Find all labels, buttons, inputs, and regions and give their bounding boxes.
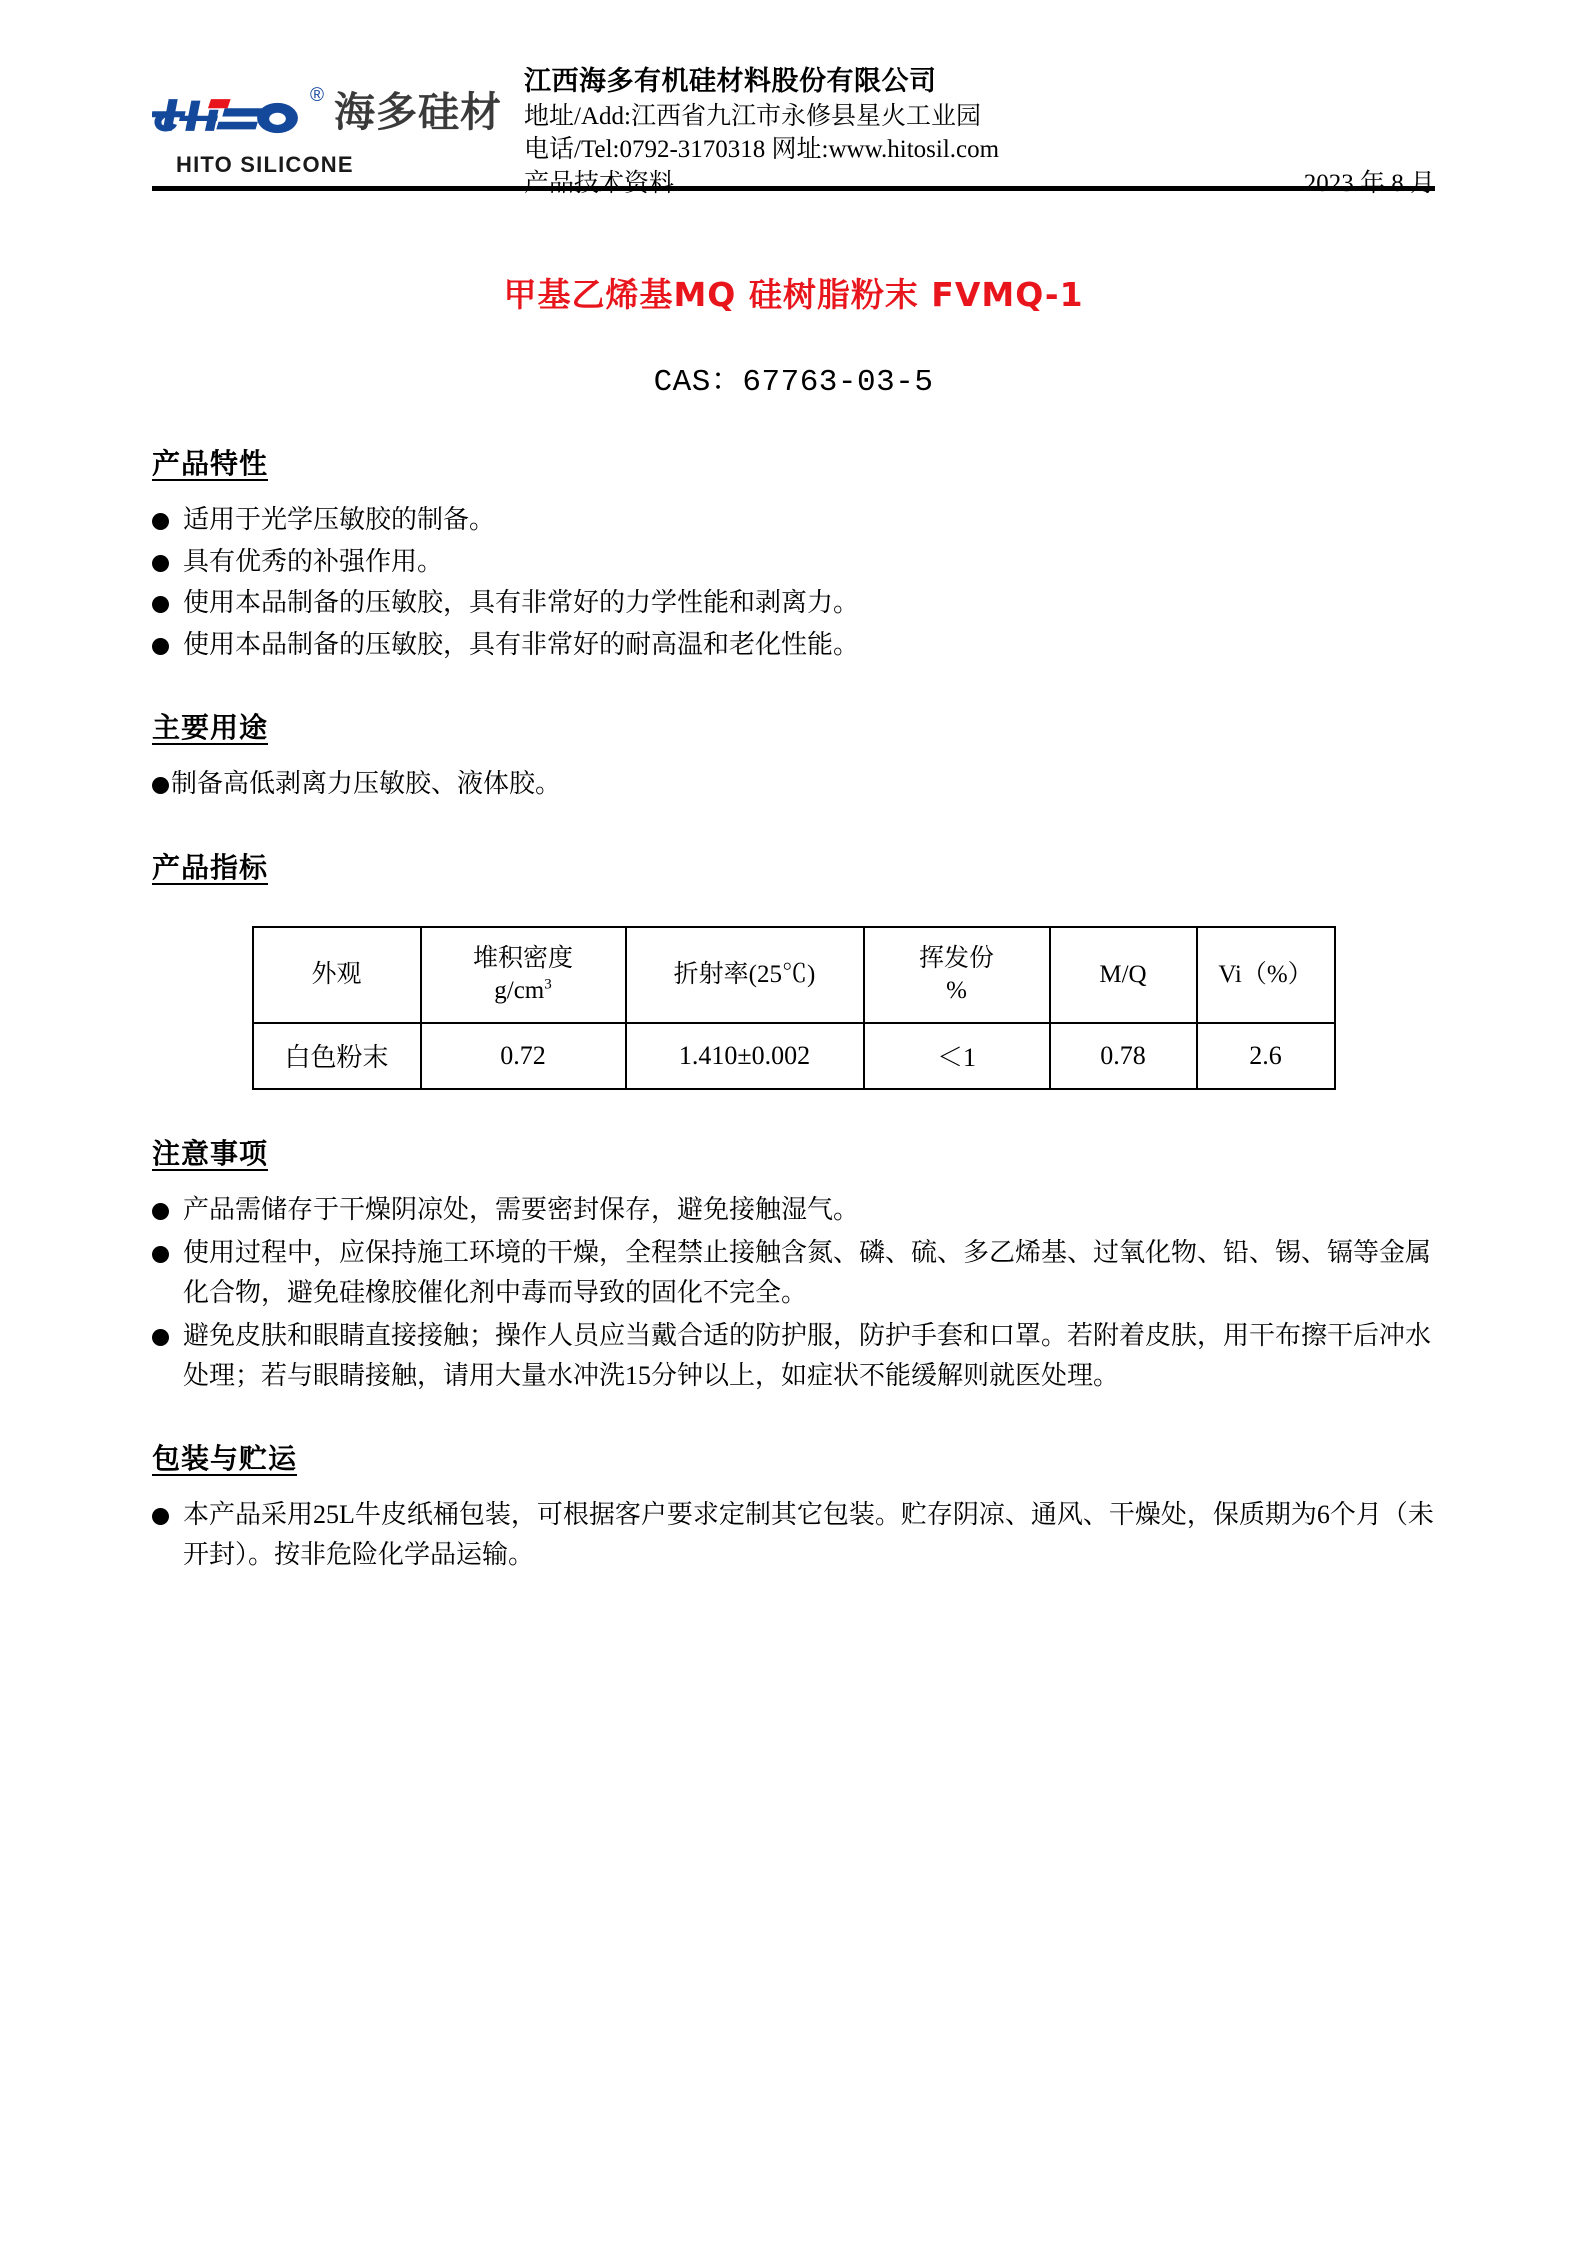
section-heading-precautions: 注意事项 xyxy=(152,1136,269,1170)
table-row xyxy=(253,1023,1335,1089)
doc-meta-row xyxy=(524,167,1435,201)
col-header-refractive-index xyxy=(626,927,864,1023)
bullet-icon xyxy=(152,555,169,572)
col-header-mq-ratio xyxy=(1050,927,1197,1023)
page-title: 甲基乙烯基MQ 硅树脂粉末 FVMQ-1 xyxy=(503,275,1084,314)
cell-appearance: 白色粉末 xyxy=(253,1023,421,1089)
col-header-volatiles xyxy=(864,927,1050,1023)
company-contact: 电话/Tel:0792-3170318 网址:www.hitosil.com xyxy=(524,136,1000,164)
cell-volatiles: ＜1 xyxy=(864,1023,1050,1089)
packaging-text: 本产品采用25L牛皮纸桶包装，可根据客户要求定制其它包装。贮存阴凉、通风、干燥处，保质期为6个月（未开封）。按非危险化学品运输。 xyxy=(183,1500,1434,1569)
section-heading-uses: 主要用途 xyxy=(152,711,269,745)
col-header-text: 折射率(25℃) xyxy=(673,960,816,988)
section-heading-packaging: 包装与贮运 xyxy=(152,1442,298,1476)
section-heading-features: 产品特性 xyxy=(152,447,269,480)
section-specs xyxy=(152,846,1435,1090)
col-header-text: 堆积密度 xyxy=(472,944,573,972)
precautions-list xyxy=(152,1190,1435,1396)
company-address: 地址/Add:江西省九江市永修县星火工业园 xyxy=(524,102,981,130)
feature-text: 使用本品制备的压敏胶，具有非常好的耐高温和老化性能。 xyxy=(183,629,860,659)
company-info xyxy=(502,62,1435,200)
col-header-text: M/Q xyxy=(1099,960,1147,988)
spec-table xyxy=(252,926,1336,1090)
list-item xyxy=(152,1233,1435,1312)
cas-number: CAS：67763-03-5 xyxy=(653,365,934,400)
section-uses xyxy=(152,706,1435,804)
precaution-text: 使用过程中，应保持施工环境的干燥，全程禁止接触含氮、磷、硫、多乙烯基、过氧化物、铅、锡、镉等金属化合物，避免硅橡胶催化剂中毒而导致的固化不完全。 xyxy=(183,1238,1432,1307)
section-packaging xyxy=(152,1437,1435,1574)
col-header-unit: % xyxy=(946,976,967,1004)
section-features xyxy=(152,442,1435,664)
bullet-icon xyxy=(152,777,169,794)
col-header-appearance xyxy=(253,927,421,1023)
bullet-icon xyxy=(152,1203,169,1220)
bullet-icon xyxy=(152,638,169,655)
list-item xyxy=(152,583,1435,623)
bullet-icon xyxy=(152,596,169,613)
list-item xyxy=(152,542,1435,582)
list-item xyxy=(152,1190,1435,1230)
doc-type-label: 产品技术资料 xyxy=(524,169,675,197)
spec-table-wrap xyxy=(152,926,1435,1090)
col-header-unit: g/cm xyxy=(494,976,545,1004)
feature-text: 适用于光学压敏胶的制备。 xyxy=(183,505,496,534)
packaging-list xyxy=(152,1495,1435,1574)
feature-text: 使用本品制备的压敏胶，具有非常好的力学性能和剥离力。 xyxy=(183,588,860,618)
col-header-exponent: 3 xyxy=(544,976,552,993)
features-list xyxy=(152,500,1435,664)
table-header-row xyxy=(253,927,1335,1023)
section-heading-specs: 产品指标 xyxy=(152,850,269,884)
use-text: 制备高低剥离力压敏胶、液体胶。 xyxy=(171,769,562,799)
bullet-icon xyxy=(152,1246,169,1263)
logo-english-name: HITO SILICONE xyxy=(176,152,354,177)
bullet-icon xyxy=(152,513,169,530)
col-header-text: 外观 xyxy=(311,960,362,988)
hito-wordmark-icon xyxy=(152,84,307,146)
col-header-text: Vi（%） xyxy=(1218,960,1313,988)
list-item xyxy=(152,1495,1435,1574)
spec-table-body xyxy=(253,1023,1335,1089)
list-item xyxy=(152,625,1435,665)
bullet-icon xyxy=(152,1508,169,1525)
col-header-vi xyxy=(1197,927,1335,1023)
registered-trademark-icon: ® xyxy=(310,85,324,106)
cell-bulk-density: 0.72 xyxy=(421,1023,626,1089)
list-item xyxy=(152,1316,1435,1395)
bullet-icon xyxy=(152,1329,169,1346)
logo-mark-row xyxy=(152,84,502,146)
spec-table-head xyxy=(253,927,1335,1023)
feature-text: 具有优秀的补强作用。 xyxy=(183,546,444,576)
col-header-bulk-density xyxy=(421,927,626,1023)
cell-mq-ratio: 0.78 xyxy=(1050,1023,1197,1089)
cell-vi: 2.6 xyxy=(1197,1023,1335,1089)
list-item xyxy=(152,500,1435,540)
list-item xyxy=(152,764,1435,804)
col-header-text: 挥发份 xyxy=(918,944,994,972)
section-precautions xyxy=(152,1132,1435,1396)
cell-refractive-index: 1.410±0.002 xyxy=(626,1023,864,1089)
company-name: 江西海多有机硅材料股份有限公司 xyxy=(524,66,937,97)
company-logo xyxy=(152,62,502,178)
precaution-text: 避免皮肤和眼睛直接接触；操作人员应当戴合适的防护服，防护手套和口罩。若附着皮肤，用干布擦干后冲水处理；若与眼睛接触，请用大量水冲洗15分钟以上，如症状不能缓解则就医处理。 xyxy=(183,1321,1432,1390)
doc-date-label: 2023 年 8 月 xyxy=(1303,169,1435,197)
logo-chinese-name: 海多硅材 xyxy=(334,88,502,136)
precaution-text: 产品需储存于干燥阴凉处，需要密封保存，避免接触湿气。 xyxy=(183,1194,860,1224)
document-header xyxy=(152,0,1435,197)
uses-list xyxy=(152,764,1435,804)
